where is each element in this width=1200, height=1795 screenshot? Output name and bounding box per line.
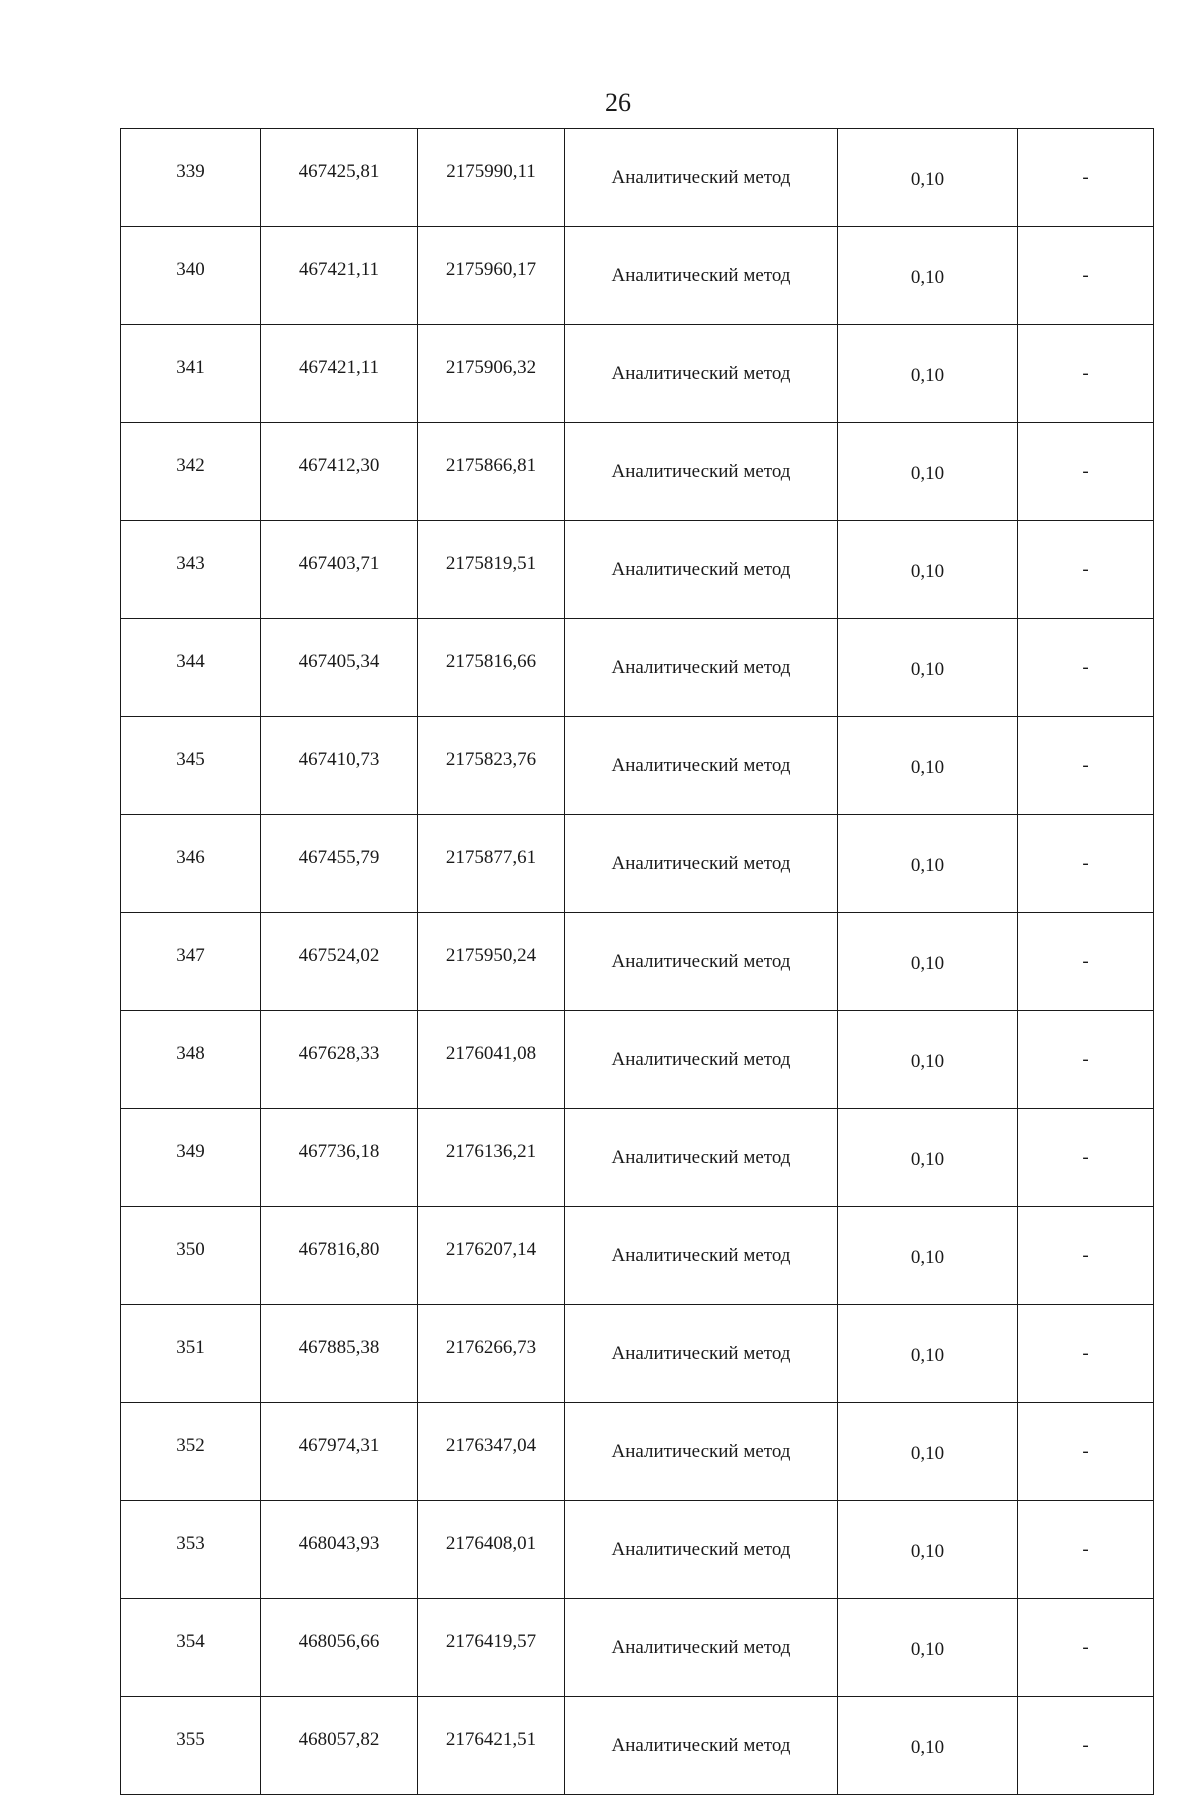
point-number-cell: 350: [121, 1207, 261, 1305]
method-cell: Аналитический метод: [565, 1697, 838, 1795]
method-cell: Аналитический метод: [565, 1011, 838, 1109]
note-cell: -: [1018, 521, 1154, 619]
error-cell: 0,10: [838, 325, 1018, 423]
point-number-cell: 354: [121, 1599, 261, 1697]
point-number-cell: 351: [121, 1305, 261, 1403]
note-cell: -: [1018, 1305, 1154, 1403]
note-cell: -: [1018, 913, 1154, 1011]
x-coordinate-cell: 467816,80: [261, 1207, 418, 1305]
point-number-cell: 341: [121, 325, 261, 423]
method-cell: Аналитический метод: [565, 423, 838, 521]
error-cell: 0,10: [838, 129, 1018, 227]
note-cell: -: [1018, 325, 1154, 423]
x-coordinate-cell: 467628,33: [261, 1011, 418, 1109]
point-number-cell: 339: [121, 129, 261, 227]
y-coordinate-cell: 2175816,66: [418, 619, 565, 717]
table-row: [121, 619, 1154, 717]
note-cell: -: [1018, 1501, 1154, 1599]
note-cell: -: [1018, 1599, 1154, 1697]
x-coordinate-cell: 467425,81: [261, 129, 418, 227]
y-coordinate-cell: 2176136,21: [418, 1109, 565, 1207]
note-cell: -: [1018, 1109, 1154, 1207]
y-coordinate-cell: 2175960,17: [418, 227, 565, 325]
error-cell: 0,10: [838, 521, 1018, 619]
point-number-cell: 340: [121, 227, 261, 325]
x-coordinate-cell: 467421,11: [261, 227, 418, 325]
x-coordinate-cell: 467736,18: [261, 1109, 418, 1207]
y-coordinate-cell: 2176408,01: [418, 1501, 565, 1599]
method-cell: Аналитический метод: [565, 1109, 838, 1207]
error-cell: 0,10: [838, 913, 1018, 1011]
method-cell: Аналитический метод: [565, 1403, 838, 1501]
table-row: [121, 1011, 1154, 1109]
point-number-cell: 352: [121, 1403, 261, 1501]
point-number-cell: 344: [121, 619, 261, 717]
method-cell: Аналитический метод: [565, 1599, 838, 1697]
error-cell: 0,10: [838, 1207, 1018, 1305]
y-coordinate-cell: 2175877,61: [418, 815, 565, 913]
note-cell: -: [1018, 129, 1154, 227]
table-row: [121, 913, 1154, 1011]
note-cell: -: [1018, 1207, 1154, 1305]
point-number-cell: 343: [121, 521, 261, 619]
y-coordinate-cell: 2176347,04: [418, 1403, 565, 1501]
y-coordinate-cell: 2175866,81: [418, 423, 565, 521]
note-cell: -: [1018, 815, 1154, 913]
y-coordinate-cell: 2175990,11: [418, 129, 565, 227]
x-coordinate-cell: 467455,79: [261, 815, 418, 913]
method-cell: Аналитический метод: [565, 1207, 838, 1305]
point-number-cell: 355: [121, 1697, 261, 1795]
y-coordinate-cell: 2176266,73: [418, 1305, 565, 1403]
y-coordinate-cell: 2175819,51: [418, 521, 565, 619]
method-cell: Аналитический метод: [565, 1305, 838, 1403]
method-cell: Аналитический метод: [565, 717, 838, 815]
table-row: [121, 1305, 1154, 1403]
point-number-cell: 342: [121, 423, 261, 521]
page-number: 26: [605, 88, 631, 117]
table-body: [121, 129, 1154, 1795]
note-cell: -: [1018, 423, 1154, 521]
point-number-cell: 347: [121, 913, 261, 1011]
error-cell: 0,10: [838, 1501, 1018, 1599]
y-coordinate-cell: 2175906,32: [418, 325, 565, 423]
point-number-cell: 353: [121, 1501, 261, 1599]
table-row: [121, 717, 1154, 815]
method-cell: Аналитический метод: [565, 815, 838, 913]
point-number-cell: 349: [121, 1109, 261, 1207]
x-coordinate-cell: 467524,02: [261, 913, 418, 1011]
y-coordinate-cell: 2175823,76: [418, 717, 565, 815]
note-cell: -: [1018, 1011, 1154, 1109]
y-coordinate-cell: 2175950,24: [418, 913, 565, 1011]
table-row: [121, 1403, 1154, 1501]
method-cell: Аналитический метод: [565, 325, 838, 423]
y-coordinate-cell: 2176421,51: [418, 1697, 565, 1795]
x-coordinate-cell: 467421,11: [261, 325, 418, 423]
table-row: [121, 1501, 1154, 1599]
method-cell: Аналитический метод: [565, 129, 838, 227]
error-cell: 0,10: [838, 815, 1018, 913]
method-cell: Аналитический метод: [565, 619, 838, 717]
point-number-cell: 345: [121, 717, 261, 815]
error-cell: 0,10: [838, 619, 1018, 717]
method-cell: Аналитический метод: [565, 521, 838, 619]
x-coordinate-cell: 468043,93: [261, 1501, 418, 1599]
method-cell: Аналитический метод: [565, 1501, 838, 1599]
y-coordinate-cell: 2176419,57: [418, 1599, 565, 1697]
error-cell: 0,10: [838, 1599, 1018, 1697]
x-coordinate-cell: 467410,73: [261, 717, 418, 815]
table-row: [121, 423, 1154, 521]
x-coordinate-cell: 468056,66: [261, 1599, 418, 1697]
error-cell: 0,10: [838, 1109, 1018, 1207]
table-row: [121, 1207, 1154, 1305]
note-cell: -: [1018, 619, 1154, 717]
note-cell: -: [1018, 1697, 1154, 1795]
error-cell: 0,10: [838, 423, 1018, 521]
coordinates-table: [120, 128, 1154, 1795]
point-number-cell: 348: [121, 1011, 261, 1109]
table-row: [121, 325, 1154, 423]
error-cell: 0,10: [838, 1011, 1018, 1109]
x-coordinate-cell: 467403,71: [261, 521, 418, 619]
note-cell: -: [1018, 1403, 1154, 1501]
error-cell: 0,10: [838, 717, 1018, 815]
table-row: [121, 1697, 1154, 1795]
x-coordinate-cell: 467885,38: [261, 1305, 418, 1403]
table-row: [121, 227, 1154, 325]
x-coordinate-cell: 467412,30: [261, 423, 418, 521]
method-cell: Аналитический метод: [565, 913, 838, 1011]
y-coordinate-cell: 2176207,14: [418, 1207, 565, 1305]
table-row: [121, 1599, 1154, 1697]
table-row: [121, 815, 1154, 913]
error-cell: 0,10: [838, 1305, 1018, 1403]
error-cell: 0,10: [838, 1403, 1018, 1501]
note-cell: -: [1018, 227, 1154, 325]
x-coordinate-cell: 467405,34: [261, 619, 418, 717]
table-row: [121, 521, 1154, 619]
x-coordinate-cell: 467974,31: [261, 1403, 418, 1501]
y-coordinate-cell: 2176041,08: [418, 1011, 565, 1109]
error-cell: 0,10: [838, 227, 1018, 325]
x-coordinate-cell: 468057,82: [261, 1697, 418, 1795]
error-cell: 0,10: [838, 1697, 1018, 1795]
method-cell: Аналитический метод: [565, 227, 838, 325]
table-row: [121, 129, 1154, 227]
table-row: [121, 1109, 1154, 1207]
note-cell: -: [1018, 717, 1154, 815]
point-number-cell: 346: [121, 815, 261, 913]
